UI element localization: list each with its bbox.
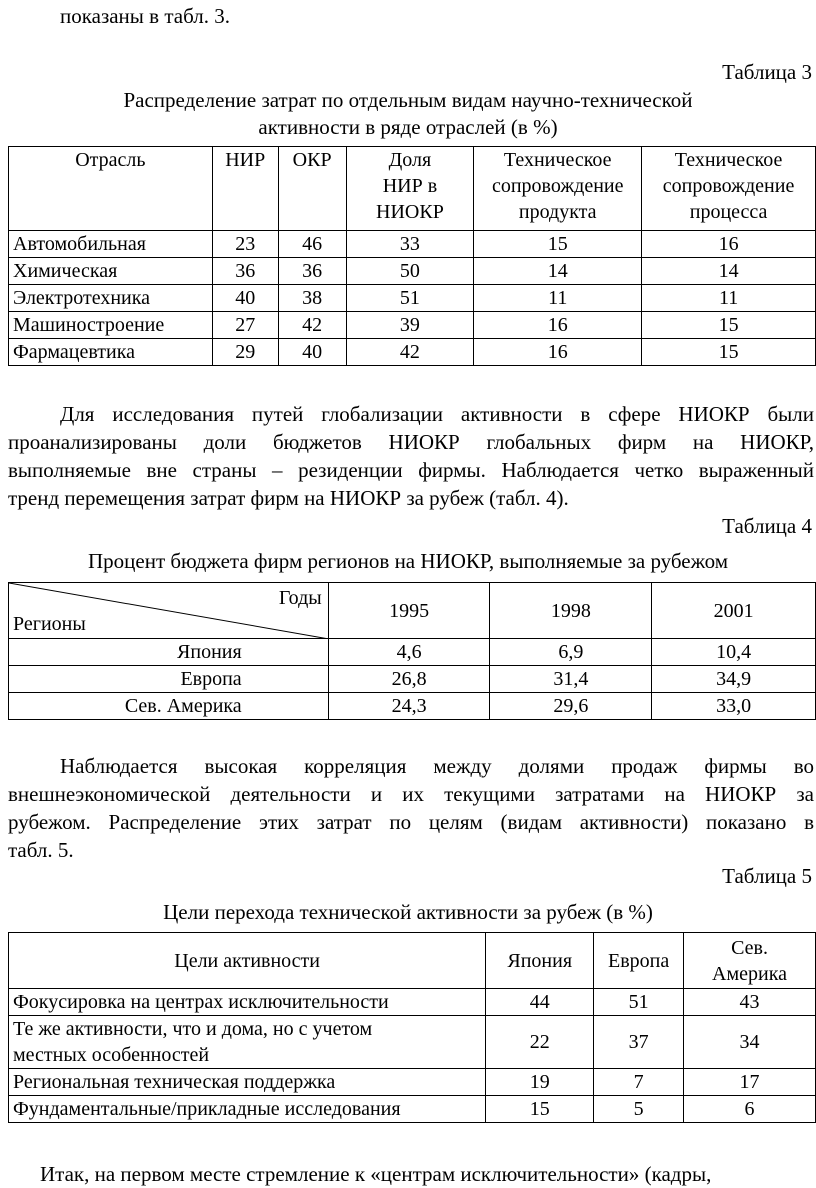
table5-cell-goal: Региональная техническая поддержка bbox=[9, 1069, 486, 1096]
table4-cell-value: 6,9 bbox=[490, 639, 652, 666]
table3-cell-share: 51 bbox=[346, 285, 474, 312]
paragraph1-line1: Для исследования путей глобализации активности в сфере НИОКР были bbox=[60, 402, 814, 426]
table3-cell-okr: 38 bbox=[278, 285, 346, 312]
table5-cell-north-america: 34 bbox=[684, 1016, 816, 1069]
table-row bbox=[9, 312, 816, 339]
paragraph2-line1: Наблюдается высокая корреляция между долями продаж фирмы во bbox=[60, 754, 814, 778]
table3-cell-nir: 27 bbox=[212, 312, 278, 339]
table5-title: Цели перехода технической активности за рубеж (в %) bbox=[163, 900, 653, 924]
table5-cell-europe: 5 bbox=[594, 1096, 684, 1123]
paragraph2-line4: табл. 5. bbox=[8, 838, 74, 862]
paragraph1-line2: проанализированы доли бюджетов НИОКР глобальных фирм на НИОКР, bbox=[8, 430, 814, 454]
table4-title: Процент бюджета фирм регионов на НИОКР, выполняемые за рубежом bbox=[87, 549, 729, 573]
table4-header-year: 2001 bbox=[652, 583, 816, 639]
table-row bbox=[9, 1016, 816, 1069]
table-row bbox=[9, 1096, 816, 1123]
table5-cell-north-america: 17 bbox=[684, 1069, 816, 1096]
table4-corner-years: Годы bbox=[278, 587, 322, 609]
table4-cell-region: Сев. Америка bbox=[9, 693, 329, 720]
table3-caption-number: Таблица 3 bbox=[722, 60, 812, 84]
paragraph2-line3: рубежом. Распределение этих затрат по целям (видам активности) показано в bbox=[8, 810, 814, 834]
table5-cell-japan: 15 bbox=[486, 1096, 594, 1123]
table5-header-europe: Европа bbox=[594, 933, 684, 989]
paragraph1-line3: выполняемые вне страны – резиденции фирмы. Наблюдается четко выраженный bbox=[8, 458, 814, 482]
table3-header-industry: Отрасль bbox=[9, 147, 213, 231]
table-row bbox=[9, 666, 816, 693]
table-row bbox=[9, 339, 816, 366]
table4-cell-value: 33,0 bbox=[652, 693, 816, 720]
table4-cell-value: 31,4 bbox=[490, 666, 652, 693]
table3-cell-share: 33 bbox=[346, 231, 474, 258]
table4-header-row bbox=[9, 583, 816, 639]
table3-header-okr: ОКР bbox=[278, 147, 346, 231]
table3-cell-share: 50 bbox=[346, 258, 474, 285]
paragraph1-line4: тренд перемещения затрат фирм на НИОКР за рубеж (табл. 4). bbox=[8, 486, 569, 510]
table5-cell-goal: Те же активности, что и дома, но с учетом местных особенностей bbox=[9, 1016, 486, 1069]
table4-header-year: 1995 bbox=[328, 583, 490, 639]
table-row bbox=[9, 231, 816, 258]
table5-header-north-america: Сев. Америка bbox=[684, 933, 816, 989]
paragraph2-line2: внешнеэкономической деятельности и их текущими затратами на НИОКР за bbox=[8, 782, 814, 806]
table3-cell-nir: 36 bbox=[212, 258, 278, 285]
table3-cell-process-support: 16 bbox=[642, 231, 816, 258]
table3-title-line2: активности в ряде отраслей (в %) bbox=[258, 115, 558, 139]
table5-cell-north-america: 6 bbox=[684, 1096, 816, 1123]
table5-cell-japan: 19 bbox=[486, 1069, 594, 1096]
table-row bbox=[9, 1069, 816, 1096]
table3-cell-product-support: 15 bbox=[474, 231, 642, 258]
intro-line: показаны в табл. 3. bbox=[60, 4, 230, 28]
table5-cell-north-america: 43 bbox=[684, 989, 816, 1016]
table3-cell-product-support: 16 bbox=[474, 312, 642, 339]
table3-cell-process-support: 15 bbox=[642, 339, 816, 366]
table5-cell-japan: 44 bbox=[486, 989, 594, 1016]
table-row bbox=[9, 285, 816, 312]
table3-cell-process-support: 11 bbox=[642, 285, 816, 312]
table3-cell-okr: 36 bbox=[278, 258, 346, 285]
table-row bbox=[9, 258, 816, 285]
table3-cell-okr: 40 bbox=[278, 339, 346, 366]
table5-cell-europe: 7 bbox=[594, 1069, 684, 1096]
table3-title-line1: Распределение затрат по отдельным видам научно-технической bbox=[123, 88, 693, 112]
table-row bbox=[9, 639, 816, 666]
table3-cell-process-support: 14 bbox=[642, 258, 816, 285]
table3-cell-nir: 23 bbox=[212, 231, 278, 258]
table3-cell-industry: Химическая bbox=[9, 258, 213, 285]
table4-cell-value: 34,9 bbox=[652, 666, 816, 693]
table5-header-japan: Япония bbox=[486, 933, 594, 989]
table3-cell-nir: 40 bbox=[212, 285, 278, 312]
table5-cell-europe: 37 bbox=[594, 1016, 684, 1069]
table5-cell-goal: Фокусировка на центрах исключительности bbox=[9, 989, 486, 1016]
table3-header-nir: НИР bbox=[212, 147, 278, 231]
table-row bbox=[9, 693, 816, 720]
table-row bbox=[9, 989, 816, 1016]
table5-cell-europe: 51 bbox=[594, 989, 684, 1016]
table3-header-process-support: Техническое сопровождение процесса bbox=[642, 147, 816, 231]
table3-header-share: Доля НИР в НИОКР bbox=[346, 147, 474, 231]
table4-caption-number: Таблица 4 bbox=[722, 514, 812, 538]
table3-cell-product-support: 14 bbox=[474, 258, 642, 285]
table5 bbox=[8, 932, 816, 1123]
table4-cell-value: 24,3 bbox=[328, 693, 490, 720]
table4-cell-value: 29,6 bbox=[490, 693, 652, 720]
final-line: Итак, на первом месте стремление к «центрам исключительности» (кадры, bbox=[40, 1162, 712, 1186]
table3-cell-product-support: 16 bbox=[474, 339, 642, 366]
table3-cell-okr: 42 bbox=[278, 312, 346, 339]
table5-cell-goal: Фундаментальные/прикладные исследования bbox=[9, 1096, 486, 1123]
table3 bbox=[8, 146, 816, 366]
table4-cell-region: Япония bbox=[9, 639, 329, 666]
table4-corner-cell bbox=[9, 583, 329, 639]
table3-header-product-support: Техническое сопровождение продукта bbox=[474, 147, 642, 231]
table4-header-year: 1998 bbox=[490, 583, 652, 639]
table3-cell-industry: Машиностроение bbox=[9, 312, 213, 339]
table3-cell-nir: 29 bbox=[212, 339, 278, 366]
table3-cell-product-support: 11 bbox=[474, 285, 642, 312]
table5-header-row bbox=[9, 933, 816, 989]
table5-cell-japan: 22 bbox=[486, 1016, 594, 1069]
table4-cell-value: 10,4 bbox=[652, 639, 816, 666]
table4-cell-region: Европа bbox=[9, 666, 329, 693]
table3-cell-industry: Автомобильная bbox=[9, 231, 213, 258]
table3-cell-industry: Электротехника bbox=[9, 285, 213, 312]
table4 bbox=[8, 582, 816, 720]
table5-caption-number: Таблица 5 bbox=[722, 864, 812, 888]
table3-cell-industry: Фармацевтика bbox=[9, 339, 213, 366]
table5-header-goal: Цели активности bbox=[9, 933, 486, 989]
table4-cell-value: 4,6 bbox=[328, 639, 490, 666]
table3-cell-okr: 46 bbox=[278, 231, 346, 258]
table3-cell-process-support: 15 bbox=[642, 312, 816, 339]
table4-cell-value: 26,8 bbox=[328, 666, 490, 693]
table3-cell-share: 39 bbox=[346, 312, 474, 339]
table4-corner-regions: Регионы bbox=[13, 613, 86, 635]
table3-cell-share: 42 bbox=[346, 339, 474, 366]
table3-header-row bbox=[9, 147, 816, 231]
